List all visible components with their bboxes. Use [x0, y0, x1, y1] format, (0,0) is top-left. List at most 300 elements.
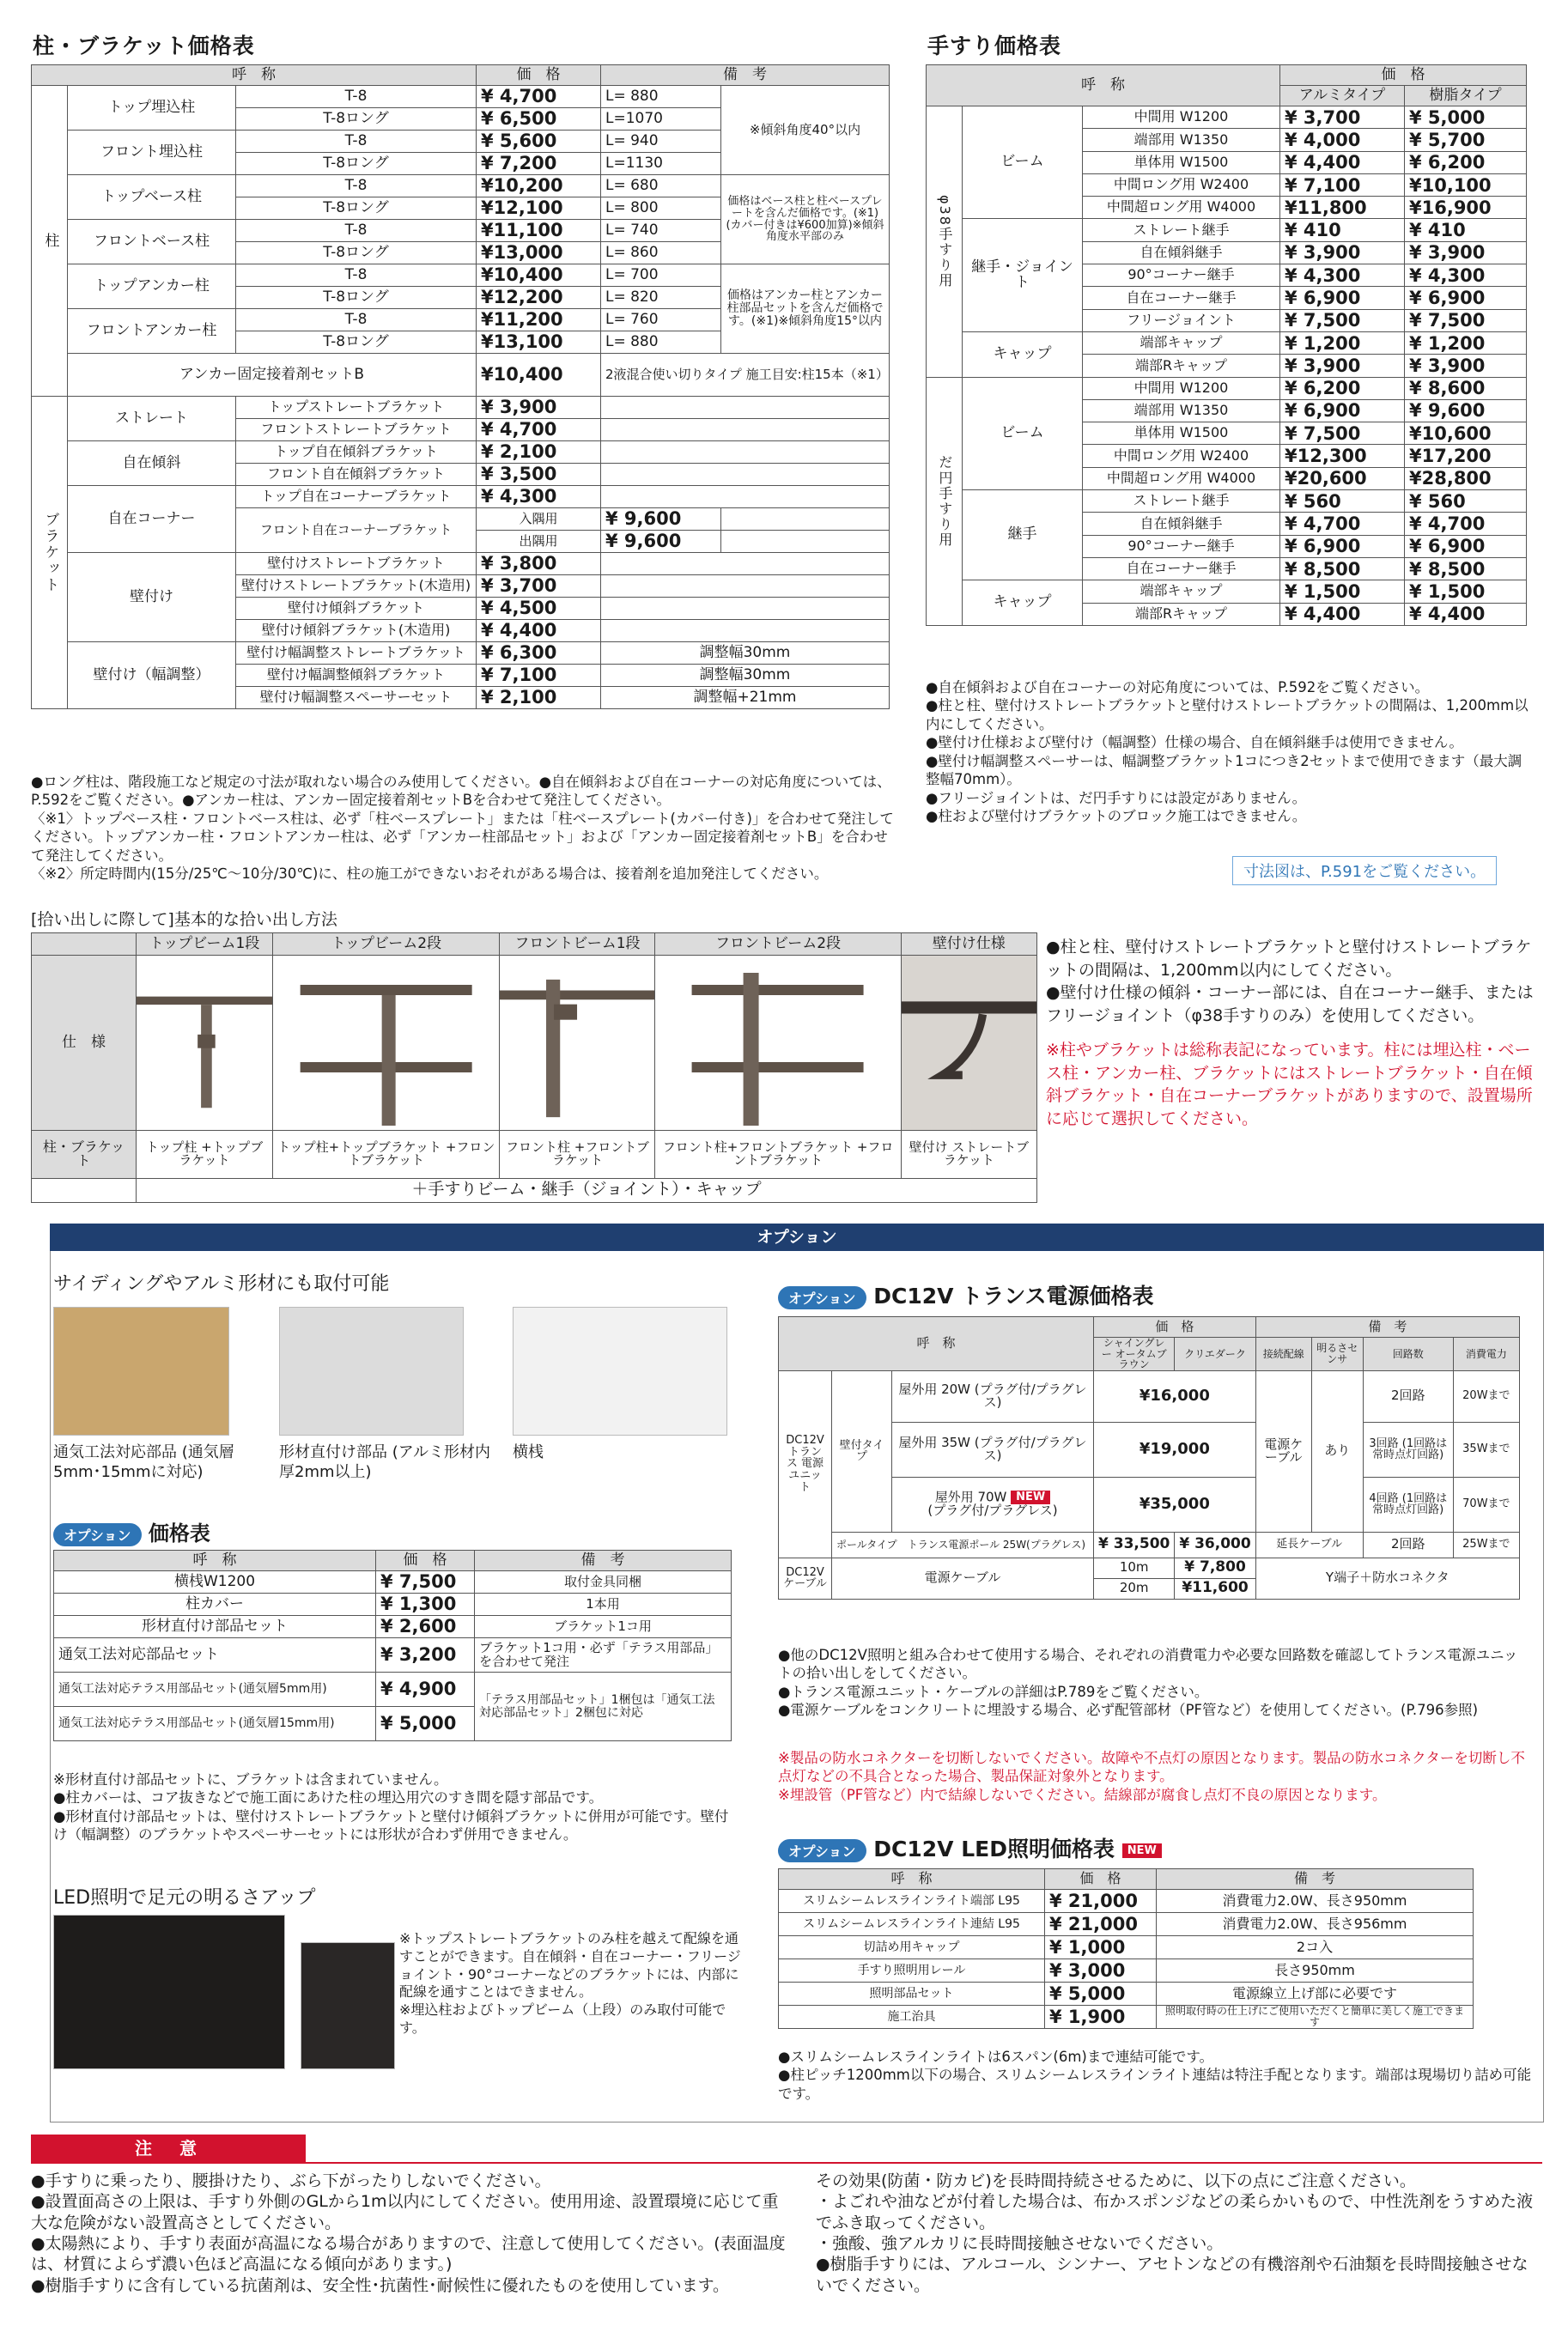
post-type: フロント埋込柱 [68, 131, 236, 175]
option-price: ¥ 4,900 [376, 1673, 475, 1707]
led-remark: 消費電力2.0W、長さ956mm [1157, 1913, 1474, 1936]
bracket-row [32, 553, 890, 575]
led-option-notes [399, 1930, 743, 2037]
rail-note: ●フリージョイントは、だ円手すりには設定がありません。 [926, 789, 1307, 806]
option-remark: 「テラス用部品セット」1梱包は「通気工法対応部品セット」2梱包に対応 [475, 1673, 732, 1741]
bracket-name: 壁付けストレートブラケット(木造用) [236, 575, 477, 598]
vent-part-image [53, 1307, 229, 1436]
bracket-price: ¥ 9,600 [601, 531, 721, 553]
method-col-1: トップビーム1段 [137, 933, 273, 956]
rail-note: ●壁付け仕様および壁付け（幅調整）仕様の場合、自在傾斜継手は使用できません。 [926, 734, 1463, 751]
dc-note: ●電源ケーブルをコンクリートに埋設する場合、必ず配管部材（PF管など）を使用してください。(P.796参照) [778, 1702, 1479, 1719]
bracket-name: 壁付け幅調整ストレートブラケット [236, 642, 477, 665]
option-name: 横桟W1200 [54, 1571, 376, 1594]
caution-item: ●樹脂手すりに含有している抗菌剤は、安全性･抗菌性･耐候性に優れたものを使用しています。 [31, 2275, 730, 2295]
bracket-price: ¥ 4,500 [477, 598, 601, 620]
rail-price-alu: ¥ 7,500 [1280, 422, 1405, 445]
post-row [32, 264, 890, 287]
rail-name: 単体用 W1500 [1083, 151, 1280, 173]
bracket-remark [601, 620, 890, 642]
method-title: [拾い出しに際して]基本的な拾い出し方法 [31, 910, 337, 929]
option-row [54, 1594, 732, 1616]
post-note: ●ロング柱は、階段施工など規定の寸法が取れない場合のみ使用してください。●自在傾斜および自在コーナーの対応角度については、P.592をご覧ください。●アンカー柱は、アンカー固定接着剤セットBを合わせて発注してください。 [31, 774, 891, 809]
led-name: 施工治具 [779, 2006, 1045, 2029]
rail-price-resin: ¥ 4,400 [1405, 603, 1527, 625]
rail-name: 端部用 W1350 [1083, 129, 1280, 151]
rail-row [927, 580, 1527, 603]
post-model: T-8 [236, 175, 477, 197]
bracket-type: 壁付け [68, 553, 236, 642]
bracket-price: ¥ 3,700 [477, 575, 601, 598]
method-col-5: 壁付け仕様 [901, 933, 1036, 956]
post-type: トップ埋込柱 [68, 86, 236, 131]
dc-note: ●トランス電源ユニット・ケーブルの詳細はP.789をご覧ください。 [778, 1683, 1209, 1700]
rail-row [927, 106, 1527, 129]
dc-red-note: ※埋設管（PF管など）内で結線しないでください。結線部が腐食し点灯不良の原因となります。 [778, 1786, 1387, 1803]
led-photo-2 [301, 1942, 395, 2069]
rail-name: 端部キャップ [1083, 331, 1280, 354]
rail-row [927, 377, 1527, 399]
rail-name: 端部キャップ [1083, 580, 1280, 603]
post-type: トップアンカー柱 [68, 264, 236, 309]
rail-name: フリージョイント [1083, 309, 1280, 331]
method-red-note: ※柱やブラケットは総称表記になっています。柱には埋込柱・ベース柱・アンカー柱、ブラケットにはストレートブラケット・自在傾斜ブラケット・自在コーナーブラケットがありますので、設置場所に応じて選択してください。 [1046, 1041, 1533, 1128]
rail-price-alu: ¥ 1,500 [1280, 580, 1405, 603]
bracket-name: 壁付け傾斜ブラケット(木造用) [236, 620, 477, 642]
rail-group: φ38手すり用 [927, 106, 963, 378]
led-remark: 消費電力2.0W、長さ950mm [1157, 1890, 1474, 1913]
post-length: L= 860 [601, 242, 721, 264]
rail-name: 中間超ロング用 W4000 [1083, 467, 1280, 489]
rail-type: 継手・ジョイント [963, 219, 1083, 331]
rail-price-resin: ¥ 3,900 [1405, 241, 1527, 264]
rail-price-resin: ¥16,900 [1405, 197, 1527, 219]
combo-5: 壁付け ストレートブラケット [901, 1130, 1036, 1178]
bracket-name: フロントストレートブラケット [236, 419, 477, 441]
rail-price-alu: ¥ 3,900 [1280, 355, 1405, 377]
bracket-row [32, 441, 890, 464]
post-model: T-8 [236, 131, 477, 153]
rail-name: 端部Rキャップ [1083, 603, 1280, 625]
col-price: 価 格 [477, 65, 601, 86]
option-name: 柱カバー [54, 1594, 376, 1616]
rail-price-alu: ¥ 7,500 [1280, 309, 1405, 331]
rail-col-price: 価 格 [1280, 65, 1527, 86]
rail-name: 中間ロング用 W2400 [1083, 445, 1280, 467]
option-remark: ブラケット1コ用・必ず「テラス用部品」を合わせて発注 [475, 1638, 732, 1673]
led-remark: 長さ950mm [1157, 1959, 1474, 1983]
rail-price-resin: ¥ 5,700 [1405, 129, 1527, 151]
rail-col-alu: アルミタイプ [1280, 86, 1405, 106]
bracket-sub: 入隅用 [477, 508, 601, 531]
rail-type: 継手 [963, 490, 1083, 580]
rail-note: ●柱および壁付けブラケットのブロック施工はできません。 [926, 808, 1307, 825]
anchor-remark: 2液混合使い切りタイプ 施工目安:柱15本（※1） [601, 354, 890, 397]
post-price: ¥13,000 [477, 242, 601, 264]
bracket-remark [601, 464, 890, 486]
post-model: T-8ロング [236, 197, 477, 220]
bracket-remark [601, 419, 890, 441]
rail-name: 自在コーナー継手 [1083, 287, 1280, 309]
bracket-name: 壁付け幅調整スペーサーセット [236, 687, 477, 709]
post-length: L= 680 [601, 175, 721, 197]
rail-name: 自在傾斜継手 [1083, 241, 1280, 264]
post-model: T-8ロング [236, 242, 477, 264]
rail-price-resin: ¥28,800 [1405, 467, 1527, 489]
post-type: フロントアンカー柱 [68, 309, 236, 354]
bracket-remark [721, 508, 890, 531]
bracket-price: ¥ 9,600 [601, 508, 721, 531]
rail-name: 単体用 W1500 [1083, 422, 1280, 445]
option-bar: オプション [50, 1224, 1544, 1251]
combo-1: トップ柱 +トップブラケット [137, 1130, 273, 1178]
cap-vent: 通気工法対応部品 (通気層5mm･15mmに対応) [53, 1443, 234, 1482]
post-price: ¥11,100 [477, 220, 601, 242]
caution-item: ・よごれや油などが付着した場合は、布かスポンジなどの柔らかいもので、中性洗剤をうすめた液でふき取ってください。 [816, 2192, 1534, 2232]
bracket-type: 壁付け（幅調整） [68, 642, 236, 709]
rail-price-alu: ¥ 4,400 [1280, 151, 1405, 173]
rail-price-resin: ¥ 7,500 [1405, 309, 1527, 331]
rail-price-resin: ¥10,100 [1405, 173, 1527, 196]
rail-name: ストレート継手 [1083, 219, 1280, 241]
siding-title: サイディングやアルミ形材にも取付可能 [53, 1273, 390, 1295]
rail-col-resin: 樹脂タイプ [1405, 86, 1527, 106]
dc-row-20: 屋外用 20W (プラグ付/プラグレス) [892, 1370, 1094, 1422]
rail-name: 中間用 W1200 [1083, 106, 1280, 129]
rail-name: 自在傾斜継手 [1083, 513, 1280, 535]
caution-item: その効果(防菌・防カビ)を長時間持続させるために、以下の点にご注意ください。 [816, 2171, 1416, 2190]
rail-price-alu: ¥ 4,300 [1280, 264, 1405, 287]
option-remark: ブラケット1コ用 [475, 1616, 732, 1638]
rail-price-resin: ¥ 4,300 [1405, 264, 1527, 287]
led-remark: 照明取付時の仕上げにご使用いただくと簡単に美しく施工できます [1157, 2006, 1474, 2029]
led-row [779, 1890, 1474, 1913]
option-price: ¥ 2,600 [376, 1616, 475, 1638]
caution-item: ・強酸、強アルカリに長時間接触させないでください。 [816, 2233, 1224, 2253]
led-remark: 2コ入 [1157, 1936, 1474, 1959]
bracket-price: ¥ 2,100 [477, 687, 601, 709]
led-note: ●スリムシームレスラインライトは6スパン(6m)まで連結可能です。 [778, 2049, 1214, 2065]
option-pill: オプション [53, 1523, 142, 1546]
bracket-row [32, 397, 890, 419]
option-price-title-text: 価格表 [148, 1521, 210, 1546]
rail-price-alu: ¥ 8,500 [1280, 557, 1405, 580]
led-row [779, 1913, 1474, 1936]
rail-price-resin: ¥ 8,600 [1405, 377, 1527, 399]
led-table: 呼 称 価 格 備 考 スリムシームレスラインライト端部 L95 ¥ 21,000 消費電力2.0W、長さ950mm スリムシームレスラインライト連結 L95 ¥ 21,000 消費電力2.0W、長さ956mm 切詰め用キャップ ¥ 1,000 2コ入 手すり照明用レール ¥ 3,000 長さ950mm 照明部品セット ¥ 5,000 電源線立上げ部に必要です 施工治具 ¥ 1,900 照明取付時の仕上げにご使用いただくと簡単に美しく施工できます [778, 1868, 1474, 2029]
method-notes [1046, 936, 1540, 1027]
post-row [32, 175, 890, 197]
combo-2: トップ柱+トップブラケット +フロントブラケット [273, 1130, 500, 1178]
bracket-remark: 調整幅+21mm [601, 687, 890, 709]
rail-price-alu: ¥ 1,200 [1280, 331, 1405, 354]
img-wall [901, 956, 1036, 1131]
post-model: T-8ロング [236, 153, 477, 175]
caution-item: ●設置面高さの上限は、手すり外側のGLから1m以内にしてください。使用用途、設置環境に応じて重大な危険がない設置高さとしてください。 [31, 2192, 779, 2232]
post-note: 〈※2〉所定時間内(15分/25℃〜10分/30℃)に、柱の施工ができないおそれがある場合は、接着剤を追加発注してください。 [31, 865, 829, 883]
led-note: ●柱ピッチ1200mm以下の場合、スリムシームレスラインライト連結は特注手配となります。端部は現場切り詰め可能です。 [778, 2067, 1532, 2102]
method-note: ●壁付け仕様の傾斜・コーナー部には、自在コーナー継手、またはフリージョイント（φ38手すりのみ）を使用してください。 [1046, 983, 1534, 1025]
rail-row [927, 490, 1527, 513]
post-notes [31, 773, 898, 884]
dc-row-70: 屋外用 70W NEW (プラグ付/プラグレス) [892, 1477, 1094, 1532]
led-name: 手すり照明用レール [779, 1959, 1045, 1983]
anchor-name: アンカー固定接着剤セットB [68, 354, 477, 397]
rail-price-alu: ¥ 410 [1280, 219, 1405, 241]
option-name: 通気工法対応部品セット [54, 1638, 376, 1673]
post-length: L= 740 [601, 220, 721, 242]
post-model: T-8 [236, 309, 477, 331]
dc-row-35: 屋外用 35W (プラグ付/プラグレス) [892, 1422, 1094, 1477]
dc-title-text: DC12V トランス電源価格表 [873, 1284, 1154, 1309]
rail-name: 端部用 W1350 [1083, 399, 1280, 422]
rail-price-alu: ¥ 560 [1280, 490, 1405, 513]
method-col-4: フロントビーム2段 [655, 933, 901, 956]
option-note: ※形材直付け部品セットに、ブラケットは含まれていません。 [53, 1771, 448, 1788]
caution-rule [31, 2162, 1542, 2164]
rail-price-alu: ¥ 4,700 [1280, 513, 1405, 535]
bracket-remark: 調整幅30mm [601, 642, 890, 665]
method-note: ●柱と柱、壁付けストレートブラケットと壁付けストレートブラケットの間隔は、1,200mm以内にしてください。 [1046, 938, 1532, 980]
post-length: L=1130 [601, 153, 721, 175]
rail-price-resin: ¥ 1,500 [1405, 580, 1527, 603]
rail-name: 90°コーナー継手 [1083, 264, 1280, 287]
rail-price-resin: ¥17,200 [1405, 445, 1527, 467]
spec-label: 仕 様 [32, 956, 137, 1131]
post-price: ¥12,200 [477, 287, 601, 309]
option-price: ¥ 3,200 [376, 1638, 475, 1673]
post-length: L= 800 [601, 197, 721, 220]
post-price: ¥ 4,700 [477, 86, 601, 108]
option-price-table: 呼 称 価 格 備 考 横桟W1200 ¥ 7,500 取付金具同梱 柱カバー ¥ 1,300 1本用 形材直付け部品セット ¥ 2,600 ブラケット1コ用 通気工法対応部品セット ¥ 3,200 ブラケット1コ用・必ず「テラス用部品」を合わせて発注 通気工法対応テラス用部品セット(通気層5mm用) ¥ 4,900 「テラス用部品セット」1梱包は「通気工法対応部品セット」2梱包に対応 通気工法対応テラス用部品セット(通気層15mm用) ¥ 5,000 [53, 1550, 732, 1741]
img-top2 [273, 956, 500, 1131]
combo-4: フロント柱+フロントブラケット +フロントブラケット [655, 1130, 901, 1178]
cap-crossbar: 横桟 [513, 1443, 544, 1461]
rail-price-resin: ¥ 560 [1405, 490, 1527, 513]
post-model: T-8ロング [236, 287, 477, 309]
rail-price-alu: ¥ 6,200 [1280, 377, 1405, 399]
post-price: ¥10,400 [477, 264, 601, 287]
caution-title: 注 意 [31, 2135, 306, 2162]
caution-left [31, 2171, 787, 2296]
rail-col-name: 呼 称 [927, 65, 1280, 106]
led-new-badge: NEW [1122, 1843, 1162, 1858]
option-price-title [53, 1516, 210, 1546]
post-length: L= 820 [601, 287, 721, 309]
led-name: 照明部品セット [779, 1983, 1045, 2006]
dc-red-note: ※製品の防水コネクターを切断しないでください。故障や不点灯の原因となります。製品の防水コネクターを切断し不点灯などの不具合となった場合、製品保証対象外となります。 [778, 1750, 1525, 1785]
dc-pole-row: ポールタイプ トランス電源ポール 25W(プラグレス) [832, 1532, 1094, 1558]
cap-direct: 形材直付け部品 (アルミ形材内厚2mm以上) [279, 1443, 491, 1482]
bracket-price: ¥ 2,100 [477, 441, 601, 464]
led-heading: LED照明で足元の明るさアップ [53, 1887, 316, 1909]
bracket-type: ストレート [68, 397, 236, 441]
bracket-price: ¥ 3,500 [477, 464, 601, 486]
rail-name: 中間超ロング用 W4000 [1083, 197, 1280, 219]
post-length: L= 760 [601, 309, 721, 331]
bracket-price: ¥ 6,300 [477, 642, 601, 665]
bracket-name: 壁付け幅調整傾斜ブラケット [236, 665, 477, 687]
led-title-text: DC12V LED照明価格表 [873, 1837, 1115, 1861]
bracket-type: 自在傾斜 [68, 441, 236, 486]
option-price: ¥ 7,500 [376, 1571, 475, 1594]
led-name: 切詰め用キャップ [779, 1936, 1045, 1959]
led-price: ¥ 21,000 [1045, 1913, 1157, 1936]
dc-note: ●他のDC12V照明と組み合わせて使用する場合、それぞれの消費電力や必要な回路数を確認してトランス電源ユニットの拾い出しをしてください。 [778, 1647, 1518, 1682]
dc-title [778, 1279, 1153, 1310]
led-row [779, 1936, 1474, 1959]
rail-price-alu: ¥ 3,700 [1280, 106, 1405, 129]
led-notes [778, 2048, 1534, 2103]
post-model: T-8 [236, 264, 477, 287]
post-price: ¥11,200 [477, 309, 601, 331]
group-pillar: 柱 [32, 86, 68, 397]
method-col-2: トップビーム2段 [273, 933, 500, 956]
post-type: フロントベース柱 [68, 220, 236, 264]
rail-price-alu: ¥12,300 [1280, 445, 1405, 467]
option-note: ●形材直付け部品セットは、壁付けストレートブラケットと壁付け傾斜ブラケットに併用が可能です。壁付け（幅調整）のブラケットやスペーサーセットには形状が合わず併用できません。 [53, 1807, 729, 1843]
post-model: T-8 [236, 220, 477, 242]
bracket-name: トップストレートブラケット [236, 397, 477, 419]
rail-name: 中間用 W1200 [1083, 377, 1280, 399]
post-remark: ※傾斜角度40°以内 [721, 86, 890, 175]
rail-price-alu: ¥ 4,000 [1280, 129, 1405, 151]
bracket-name: 壁付けストレートブラケット [236, 553, 477, 575]
post-remark: 価格はベース柱と柱ベースプレートを含んだ価格です。(※1)(カバー付きは¥600加算)※傾斜角度水平部のみ [721, 175, 890, 264]
post-model: T-8 [236, 86, 477, 108]
led-row [779, 2006, 1474, 2029]
led-price: ¥ 5,000 [1045, 1983, 1157, 2006]
rail-price-resin: ¥ 410 [1405, 219, 1527, 241]
caution-item: ●手すりに乗ったり、腰掛けたり、ぶら下がったりしないでください。 [31, 2171, 551, 2190]
post-type: トップベース柱 [68, 175, 236, 220]
direct-part-image [279, 1307, 464, 1436]
led-pill: オプション [778, 1839, 866, 1862]
col-name: 呼 称 [32, 65, 477, 86]
rail-group: だ円手すり用 [927, 377, 963, 625]
method-col-3: フロントビーム1段 [500, 933, 655, 956]
rail-price-resin: ¥ 6,900 [1405, 535, 1527, 557]
led-option-note: ※埋込柱およびトップビーム（上段）のみ取付可能です。 [399, 2001, 726, 2036]
post-bracket-table [31, 64, 890, 709]
option-row [54, 1638, 732, 1673]
combo-3: フロント柱 +フロントブラケット [500, 1130, 655, 1178]
post-length: L= 700 [601, 264, 721, 287]
rail-note: ●壁付け幅調整スペーサーは、幅調整ブラケット1コにつき2セットまで使用できます（最大調整幅70mm）。 [926, 752, 1522, 788]
post-price: ¥10,200 [477, 175, 601, 197]
rail-type: ビーム [963, 377, 1083, 489]
method-table [31, 932, 1037, 1203]
led-price: ¥ 21,000 [1045, 1890, 1157, 1913]
post-price: ¥ 7,200 [477, 153, 601, 175]
bracket-name: フロント自在傾斜ブラケット [236, 464, 477, 486]
rail-title: 手すり価格表 [927, 33, 1062, 58]
img-front1 [500, 956, 655, 1131]
bracket-remark: 調整幅30mm [601, 665, 890, 687]
rail-note: ●柱と柱、壁付けストレートブラケットと壁付けストレートブラケットの間隔は、1,200mm以内にしてください。 [926, 697, 1528, 732]
post-price: ¥ 5,600 [477, 131, 601, 153]
rail-price-resin: ¥ 6,900 [1405, 287, 1527, 309]
option-remark: 取付金具同梱 [475, 1571, 732, 1594]
method-footer: ＋手すりビーム・継手（ジョイント）・キャップ [137, 1178, 1037, 1202]
rail-note: ●自在傾斜および自在コーナーの対応角度については、P.592をご覧ください。 [926, 679, 1430, 695]
option-row [54, 1571, 732, 1594]
bracket-remark [601, 575, 890, 598]
rail-name: 自在コーナー継手 [1083, 557, 1280, 580]
rail-price-alu: ¥ 4,400 [1280, 603, 1405, 625]
option-note: ●柱カバーは、コア抜きなどで施工面にあけた柱の埋込用穴のすき間を隠す部品です。 [53, 1789, 604, 1807]
caution-right [816, 2171, 1537, 2296]
bracket-price: ¥ 4,400 [477, 620, 601, 642]
post-remark: 価格はアンカー柱とアンカー柱部品セットを含んだ価格です。(※1)※傾斜角度15°以内 [721, 264, 890, 354]
col-remarks: 備 考 [601, 65, 890, 86]
bracket-remark [601, 598, 890, 620]
rail-price-alu: ¥ 6,900 [1280, 399, 1405, 422]
caution-item: ●樹脂手すりには、アルコール、シンナー、アセトンなどの有機溶剤や石油類を長時間接触させないでください。 [816, 2255, 1528, 2295]
bracket-remark [601, 486, 890, 508]
option-name: 通気工法対応テラス用部品セット(通気層5mm用) [54, 1673, 376, 1707]
bracket-remark [601, 553, 890, 575]
led-row [779, 1959, 1474, 1983]
rail-row [927, 331, 1527, 354]
option-row [54, 1673, 732, 1707]
rail-name: ストレート継手 [1083, 490, 1280, 513]
rail-name: 端部Rキャップ [1083, 355, 1280, 377]
rail-row [927, 219, 1527, 241]
bracket-remark [721, 531, 890, 553]
post-price: ¥ 6,500 [477, 108, 601, 131]
post-model: T-8ロング [236, 108, 477, 131]
post-price: ¥12,100 [477, 197, 601, 220]
dc-pill: オプション [778, 1286, 866, 1309]
rail-price-resin: ¥ 5,000 [1405, 106, 1527, 129]
dimension-link[interactable]: 寸法図は、P.591をご覧ください。 [1232, 856, 1497, 885]
rail-price-alu: ¥11,800 [1280, 197, 1405, 219]
group-bracket: ブラケット [32, 397, 68, 709]
bracket-remark [601, 441, 890, 464]
option-remark: 1本用 [475, 1594, 732, 1616]
bracket-sub: 出隅用 [477, 531, 601, 553]
rail-price-alu: ¥ 6,900 [1280, 287, 1405, 309]
led-price: ¥ 1,900 [1045, 2006, 1157, 2029]
option-price: ¥ 1,300 [376, 1594, 475, 1616]
rail-price-alu: ¥ 3,900 [1280, 241, 1405, 264]
option-name: 形材直付け部品セット [54, 1616, 376, 1638]
bracket-row [32, 486, 890, 508]
option-price: ¥ 5,000 [376, 1707, 475, 1741]
rail-price-alu: ¥ 7,100 [1280, 173, 1405, 196]
option-name: 通気工法対応テラス用部品セット(通気層15mm用) [54, 1707, 376, 1741]
rail-price-alu: ¥ 6,900 [1280, 535, 1405, 557]
post-row [32, 86, 890, 108]
bracket-price: ¥ 3,900 [477, 397, 601, 419]
post-length: L= 880 [601, 331, 721, 354]
led-title [778, 1832, 1162, 1863]
caution-item: ●太陽熱により、手すり表面が高温になる場合がありますので、注意して使用してください。(表面温度は、材質によらず濃い色ほど高温になる傾向があります。) [31, 2233, 786, 2274]
rail-price-resin: ¥ 8,500 [1405, 557, 1527, 580]
bracket-name: 壁付け傾斜ブラケット [236, 598, 477, 620]
rail-type: キャップ [963, 580, 1083, 626]
led-name: スリムシームレスラインライト端部 L95 [779, 1890, 1045, 1913]
post-model: T-8ロング [236, 331, 477, 354]
rail-price-resin: ¥10,600 [1405, 422, 1527, 445]
anchor-price: ¥10,400 [477, 354, 601, 397]
rail-price-resin: ¥ 4,700 [1405, 513, 1527, 535]
post-length: L= 940 [601, 131, 721, 153]
led-name: スリムシームレスラインライト連結 L95 [779, 1913, 1045, 1936]
rail-notes [926, 678, 1535, 826]
post-length: L=1070 [601, 108, 721, 131]
